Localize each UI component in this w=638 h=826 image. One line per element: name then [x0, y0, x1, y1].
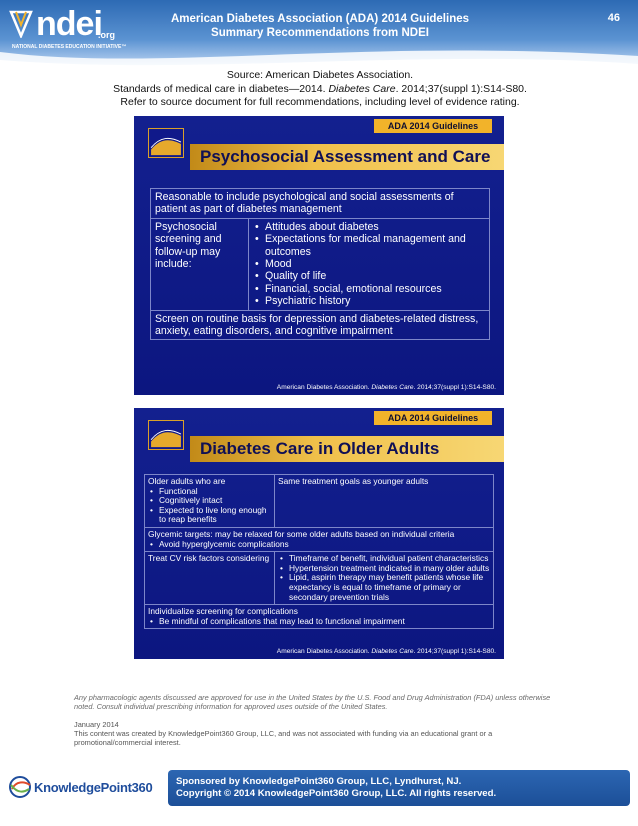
table-cell-list	[249, 218, 490, 310]
slide-title: Psychosocial Assessment and Care	[200, 147, 491, 166]
ndei-logo-text: ndei	[36, 5, 102, 43]
table-row: Reasonable to include psychological and social assessments of patient as part of diabetes management	[151, 189, 490, 219]
slide-citation: American Diabetes Association. Diabetes Care. 2014;37(suppl 1):S14-S80.	[276, 648, 496, 655]
list-item: • Functional	[148, 487, 271, 497]
ndei-logo-suffix: .org	[98, 30, 115, 40]
table-row: Glycemic targets: may be relaxed for some older adults based on individual criteria • Avoid hyperglycemic complications	[145, 527, 494, 551]
slide-badge: ADA 2014 Guidelines	[374, 411, 492, 425]
list-item: • Quality of life	[253, 270, 485, 282]
table-cell-list	[275, 552, 494, 605]
slide-citation: American Diabetes Association. Diabetes Care. 2014;37(suppl 1):S14-S80.	[276, 384, 496, 391]
list-item: • Be mindful of complications that may lead to functional impairment	[148, 617, 490, 627]
publication-date: January 2014	[74, 720, 119, 729]
list-item: • Psychiatric history	[253, 295, 485, 307]
table-cell: Same treatment goals as younger adults	[275, 475, 494, 528]
source-line3: Refer to source document for full recommendations, including level of evidence rating.	[120, 96, 520, 108]
page-number: 46	[607, 12, 620, 24]
table-row: Screen on routine basis for depression and diabetes-related distress, anxiety, eating disorders, and cognitive impairment	[151, 310, 490, 340]
globe-icon	[8, 775, 32, 799]
ndei-logo-tagline: NATIONAL DIABETES EDUCATION INITIATIVE™	[12, 44, 127, 50]
list-item: • Expected to live long enough to reap benefits	[148, 506, 271, 525]
document-title	[140, 12, 500, 40]
knowledgepoint360-logo[interactable]	[8, 775, 158, 801]
sponsor-banner	[168, 770, 630, 806]
source-line2: Standards of medical care in diabetes—2014. Diabetes Care. 2014;37(suppl 1):S14-S80.	[113, 82, 527, 95]
source-line1: Source: American Diabetes Association.	[226, 69, 414, 81]
older-adults-table	[144, 474, 494, 629]
list-item: • Financial, social, emotional resources	[253, 283, 485, 295]
sponsor-line2: Copyright © 2014 KnowledgePoint360 Group, LLC. All rights reserved.	[176, 788, 497, 799]
list-item: • Mood	[253, 258, 485, 270]
table-row: Individualize screening for complications • Be mindful of complications that may lead to functional impairment	[145, 605, 494, 629]
list-item: • Lipid, aspirin therapy may benefit patients whose life expectancy is equal to timeframe of primary or secondary prevention trials	[278, 573, 490, 602]
page-header	[0, 0, 638, 72]
list-item: • Attitudes about diabetes	[253, 221, 485, 233]
ndei-logo-mark-icon	[8, 8, 34, 38]
slide-older-adults	[134, 408, 504, 659]
psychosocial-table	[150, 188, 490, 340]
slide-corner-icon	[148, 128, 184, 158]
ndei-logo[interactable]	[8, 6, 128, 50]
sponsor-line1: Sponsored by KnowledgePoint360 Group, LLC, Lyndhurst, NJ.	[176, 776, 462, 787]
list-item: • Avoid hyperglycemic complications	[148, 540, 490, 550]
slide-corner-icon	[148, 420, 184, 450]
slide-psychosocial-assessment	[134, 116, 504, 395]
list-item: • Expectations for medical management and outcomes	[253, 233, 485, 258]
list-item: • Hypertension treatment indicated in many older adults	[278, 564, 490, 574]
source-citation	[60, 69, 580, 110]
table-cell-label: Treat CV risk factors considering	[145, 552, 275, 605]
slide-title: Diabetes Care in Older Adults	[200, 439, 440, 458]
document-title-line1: American Diabetes Association (ADA) 2014 Guidelines	[170, 13, 470, 25]
creation-statement: This content was created by KnowledgePoint360 Group, LLC, and was not associated with funding via an educational grant or a promotional/commercial interest.	[74, 729, 493, 747]
slide-badge: ADA 2014 Guidelines	[374, 119, 492, 133]
list-item: • Cognitively intact	[148, 496, 271, 506]
knowledgepoint360-logo-text: KnowledgePoint360	[34, 780, 153, 795]
document-title-line2: Summary Recommendations from NDEI	[211, 27, 429, 39]
table-cell-label: Older adults who are • Functional • Cognitively intact • Expected to live long enough to reap benefits	[145, 475, 275, 528]
fda-disclaimer: Any pharmacologic agents discussed are approved for use in the United States by the U.S. Food and Drug Administration (FDA) unless otherwise noted. Consult individual prescribing information for approved uses outside of the United States.	[74, 693, 551, 711]
table-cell-label: Psychosocial screening and follow-up may include:	[151, 218, 249, 310]
list-item: • Timeframe of benefit, individual patient characteristics	[278, 554, 490, 564]
